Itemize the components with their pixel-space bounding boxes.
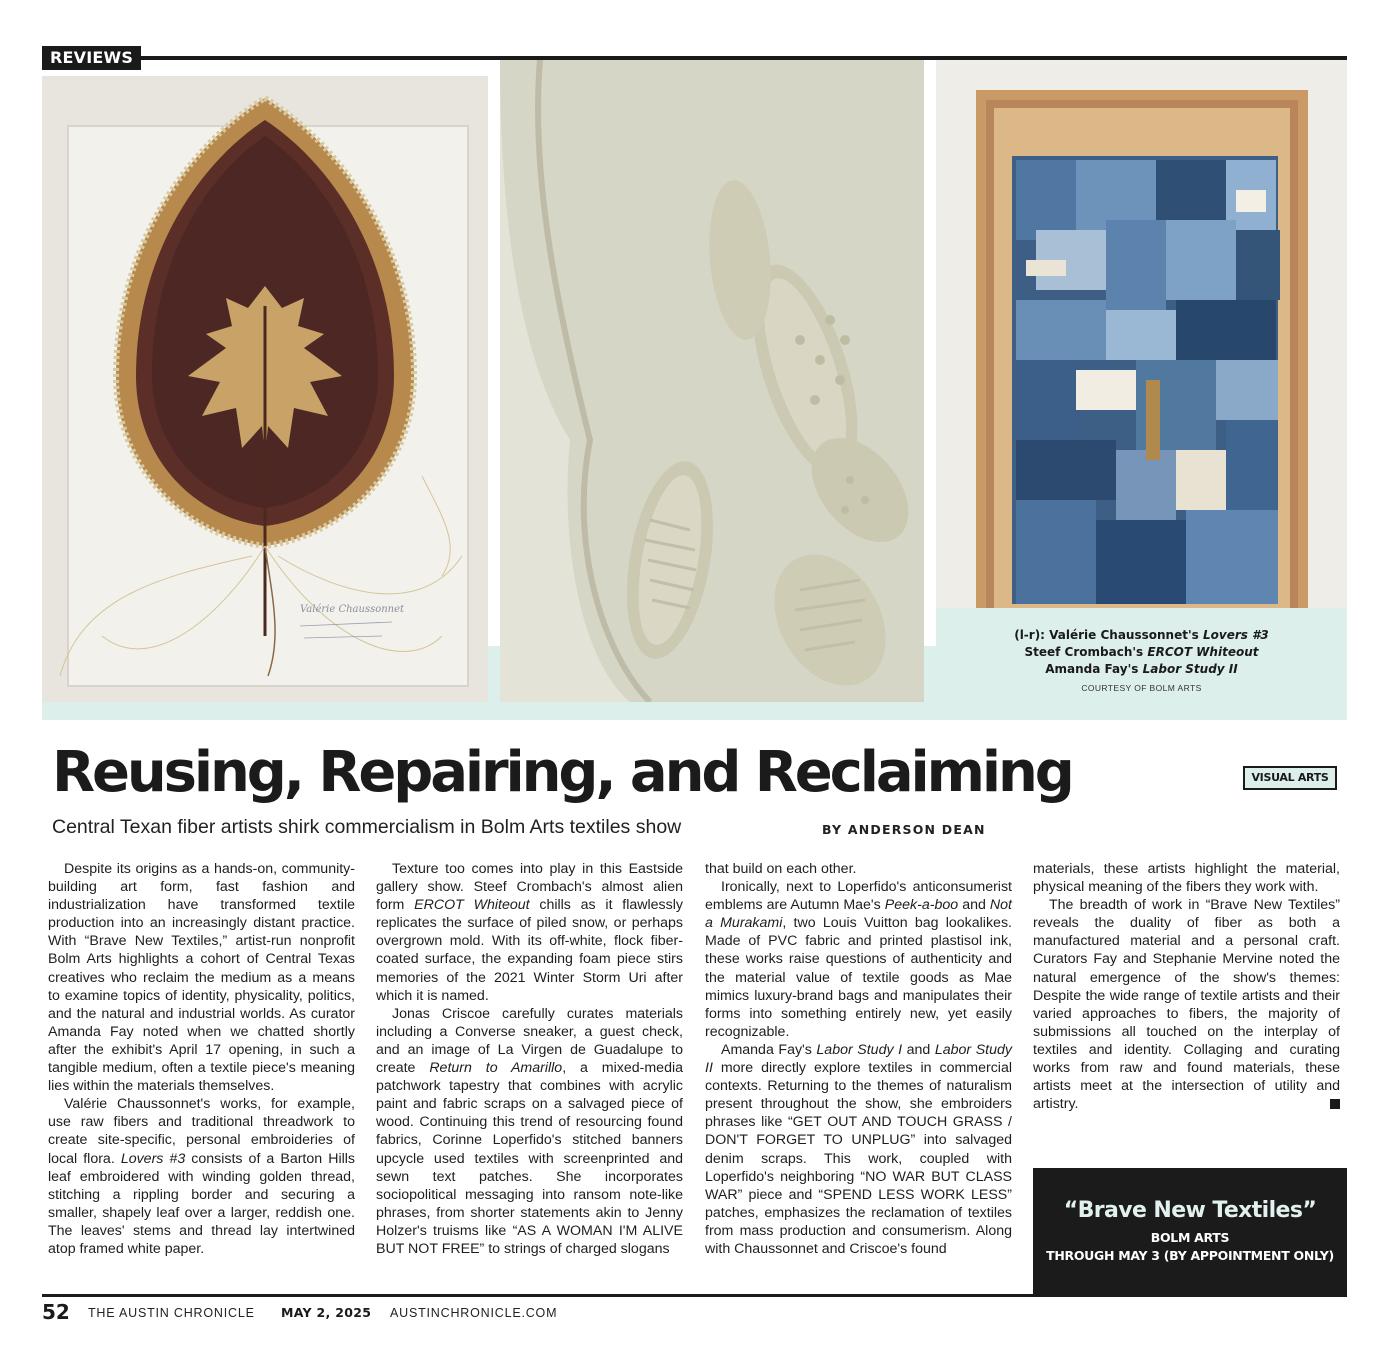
paragraph-5 (705, 878, 1012, 1041)
photo-labor-study-ii (936, 60, 1347, 608)
show-venue: BOLM ARTS (1150, 1230, 1230, 1245)
issue-date: MAY 2, 2025 (281, 1305, 372, 1320)
article-column-1 (48, 860, 355, 1258)
caption-work-3: Labor Study II (1142, 662, 1238, 676)
paragraph-6 (705, 1041, 1012, 1258)
article-column-4 (1033, 860, 1340, 1113)
deck: Central Texan fiber artists shirk commercialism in Bolm Arts textiles show (52, 816, 682, 838)
caption-work-2: ERCOT Whiteout (1147, 645, 1259, 659)
paragraph-4-text-a: Jonas Criscoe carefully curates materials including a Converse sneaker, a guest check, and an image of La Virgen de Guadalupe to create (376, 1005, 683, 1077)
show-dates: THROUGH MAY 3 (BY APPOINTMENT ONLY) (1046, 1248, 1334, 1263)
paragraph-6-continued (1033, 860, 1340, 896)
photo-caption (936, 627, 1347, 678)
paragraph-6-text-c: more directly explore textiles in commercial contexts. Returning to the themes of naturalism present throughout the show, she embroiders phrases like “GET OUT AND TOUCH GRASS / DON'T FORGET TO UNPLUG” into salvaged denim scraps. This work, coupled with Loperfido's neighboring “NO WAR BUT CLASS WAR” piece and “SPEND LESS WORK LESS” patches, emphasizes the reclamation of textiles from mass production and consumerism. Along with Chaussonnet and Criscoe's found (705, 1060, 1012, 1257)
paragraph-1: Despite its origins as a hands-on, community-building art form, fast fashion and industrialization have transformed textile production into an increasingly distant practice. With “Brave New Textiles,” artist-run nonprofit Bolm Arts highlights a cohort of Central Texas creatives who reclaim the medium as a means to examine topics of identity, physicality, politics, and the natural and industrial worlds. As curator Amanda Fay noted when we chatted shortly after the exhibit's April 17 opening, in such a tangible medium, often a textile piece's meaning lies within the materials themselves. (48, 861, 355, 1095)
paragraph-2-text-a: Valérie Chaussonnet's works, for example, use raw fibers and traditional threadwork to create site-specific, personal embroideries of local flora. (48, 1096, 355, 1167)
article-column-2 (376, 860, 683, 1258)
foam-artwork-image (500, 60, 924, 702)
caption-artist-3: Amanda Fay's (1045, 662, 1139, 676)
website-url: AUSTINCHRONICLE.COM (390, 1306, 558, 1320)
work-title-labor-study-1: Labor Study I (816, 1041, 903, 1058)
work-title-lovers: Lovers #3 (120, 1150, 186, 1167)
caption-artist-2: Steef Crombach's (1024, 645, 1144, 659)
photo-credit: COURTESY OF BOLM ARTS (1081, 683, 1202, 693)
end-mark-icon (1330, 1099, 1340, 1109)
work-title-amarillo: Return to Amarillo (429, 1060, 563, 1077)
work-title-labor-study-2: Labor Study II (705, 1041, 1012, 1077)
bottom-rule (42, 1294, 1347, 1297)
headline: Reusing, Repairing, and Reclaiming (52, 740, 1072, 805)
caption-work-1: Lovers #3 (1202, 628, 1269, 642)
paragraph-4-text-b: , a mixed-media patchwork tapestry that combines with acrylic paint and fabric scraps on a salvaged piece of wood. Continuing this trend of resourcing found fabrics, Corinne Loperfido's stitched banners upcycle used textiles with screenprinted and sewn text patches. She incorporates sociopolitical messaging into ransom note-like phrases, from shorter statements akin to Jenny Holzer's truisms like “AS A WOMAN I'M ALIVE BUT NOT FREE” to strings of charged slogans (376, 1060, 683, 1257)
category-tag: VISUAL ARTS (1243, 766, 1337, 790)
photo-ercot-whiteout (500, 60, 924, 702)
denim-artwork-image (936, 60, 1347, 608)
paragraph-2 (48, 1095, 355, 1258)
article-column-3 (705, 860, 1012, 1258)
paragraph-6-text-b: and (902, 1041, 935, 1058)
paragraph-3-text-a: Texture too comes into play in this Eastside gallery show. Steef Crombach's almost alien form (376, 861, 683, 914)
photo-lovers-3 (42, 76, 488, 702)
paragraph-7-text: The breadth of work in “Brave New Textiles” reveals the duality of fiber as both a manufactured material and a personal craft. Curators Fay and Stephanie Mervine noted the natural emergence of the show's themes: Despite the wide range of textile artists and their varied approaches to fibers, the majority of submissions all touched on the interplay of textiles and identity. Collaging and curating works from raw and found materials, these artists meet at the intersection of utility and artistry. (1033, 897, 1340, 1113)
leaf-artwork-image (42, 76, 488, 702)
page-number: 52 (42, 1300, 70, 1324)
paragraph-3-text-b: chills as it flawlessly replicates the surface of piled snow, or perhaps overgrown mold. With its off-white, flock fiber-coated surface, the expanding foam piece stirs memories of the 2021 Winter Storm Uri after which it is named. (376, 897, 683, 1004)
paragraph-6-text-a: Amanda Fay's (721, 1041, 817, 1058)
paragraph-5-text-a: Ironically, next to Loperfido's anticonsumerist emblems are Autumn Mae's (705, 879, 1012, 914)
section-label: REVIEWS (42, 46, 141, 70)
work-title-ercot: ERCOT Whiteout (414, 897, 530, 914)
work-title-peekaboo: Peek-a-boo (884, 897, 959, 914)
byline: BY ANDERSON DEAN (822, 822, 986, 837)
paragraph-7 (1033, 896, 1340, 1113)
paragraph-4-text-b-continued: that build on each other. (705, 861, 857, 877)
paragraph-6-text-c-continued: materials, these artists highlight the material, physical meaning of the fibers they work with. (1033, 861, 1340, 896)
paragraph-5-text-b: and (958, 897, 990, 914)
show-info-box (1033, 1168, 1347, 1296)
paragraph-3 (376, 860, 683, 1005)
paragraph-2-text-b: consists of a Barton Hills leaf embroidered with winding golden thread, stitching a rippling border and securing a smaller, shapely leaf over a larger, reddish one. The leaves' stems and thread lay intertwined atop framed white paper. (48, 1150, 355, 1257)
show-title: “Brave New Textiles” (1063, 1198, 1317, 1223)
paragraph-5-text-c: , two Louis Vuitton bag lookalikes. Made of PVC fabric and printed plastisol ink, these works raise questions of authenticity and the material value of textile goods as Mae mimics luxury-brand bags and manipulates their forms into something entirely new, yet easily recognizable. (705, 915, 1012, 1040)
work-title-murakami: Not a Murakami (705, 897, 1012, 932)
artist-signature: Valérie Chaussonnet (300, 604, 405, 615)
paragraph-4-continued (705, 860, 1012, 878)
paragraph-4 (376, 1005, 683, 1258)
caption-lead: (l-r): Valérie Chaussonnet's (1014, 628, 1199, 642)
publication-name: THE AUSTIN CHRONICLE (88, 1306, 255, 1320)
